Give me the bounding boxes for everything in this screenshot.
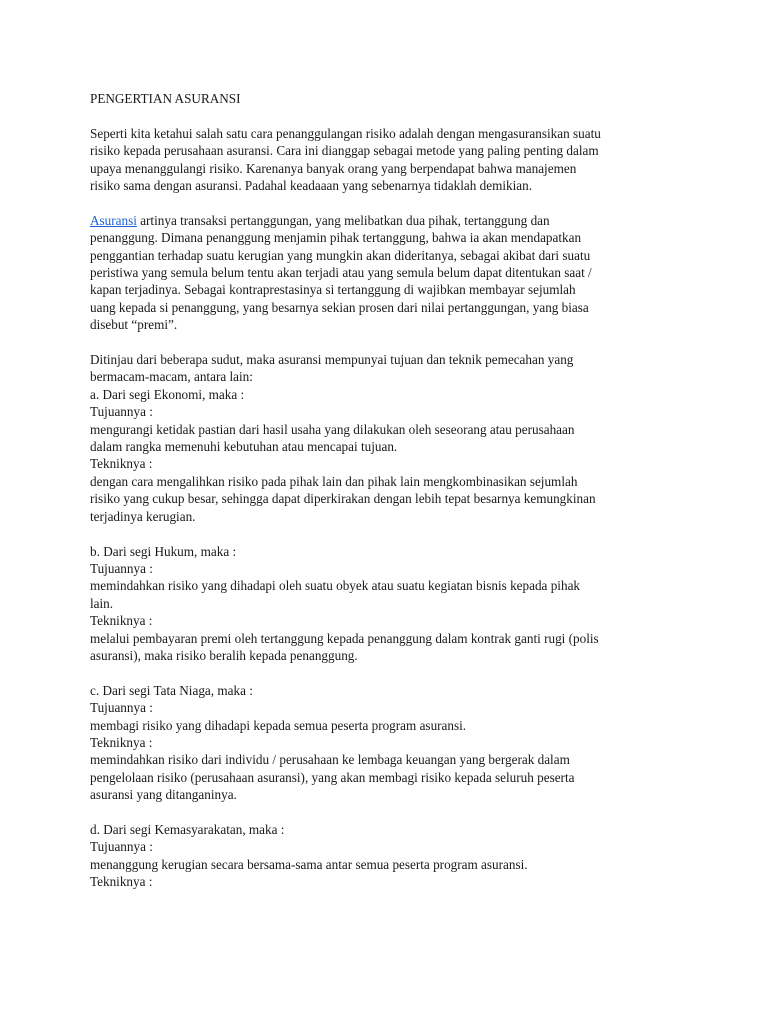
text-line: memindahkan risiko yang dihadapi oleh suatu obyek atau suatu kegiatan bisnis kepada pihak	[90, 578, 581, 594]
section-heading: a. Dari segi Ekonomi, maka :	[90, 386, 245, 402]
text-line: membagi risiko yang dihadapi kepada semua peserta program asuransi.	[90, 717, 467, 733]
tujuan-label: Tujuannya :	[90, 560, 153, 576]
asuransi-link[interactable]: Asuransi	[90, 212, 137, 228]
text-line: disebut “premi”.	[90, 317, 178, 333]
text-line: memindahkan risiko dari individu / perusahaan ke lembaga keuangan yang bergerak dalam	[90, 752, 570, 768]
spacer	[90, 525, 680, 542]
text-line: terjadinya kerugian.	[90, 508, 196, 524]
text-line: risiko sama dengan asuransi. Padahal keadaaan yang sebenarnya tidaklah demikian.	[90, 178, 532, 194]
section-hukum	[90, 543, 680, 665]
teknik-label: Tekniknya :	[90, 874, 153, 890]
teknik-label: Tekniknya :	[90, 613, 153, 629]
text-line: menanggung kerugian secara bersama-sama antar semua peserta program asuransi.	[90, 856, 528, 872]
text-fragment: artinya transaksi pertanggungan, yang melibatkan dua pihak, tertanggung dan	[136, 212, 550, 228]
teknik-label: Tekniknya :	[90, 734, 153, 750]
text-line: Ditinjau dari beberapa sudut, maka asuransi mempunyai tujuan dan teknik pemecahan yang	[90, 352, 574, 368]
intro-paragraph	[90, 125, 680, 195]
text-line: risiko kepada perusahaan asuransi. Cara ini dianggap sebagai metode yang paling penting dalam	[90, 143, 599, 159]
text-line: lain.	[90, 595, 114, 611]
text-line: dengan cara mengalihkan risiko pada pihak lain dan pihak lain mengkombinasikan sejumlah	[90, 473, 578, 489]
tujuan-label: Tujuannya :	[90, 700, 153, 716]
definition-paragraph	[90, 212, 680, 334]
section-ekonomi	[90, 386, 680, 525]
text-line: pengelolaan risiko (perusahaan asuransi), yang akan membagi risiko kepada seluruh peserta	[90, 769, 575, 785]
document-title: PENGERTIAN ASURANSI	[90, 91, 241, 106]
text-line	[90, 212, 680, 229]
text-line: asuransi yang ditanganinya.	[90, 787, 237, 803]
spacer	[90, 804, 680, 821]
section-heading: d. Dari segi Kemasyarakatan, maka :	[90, 821, 285, 837]
teknik-label: Tekniknya :	[90, 456, 153, 472]
text-line: Seperti kita ketahui salah satu cara penanggulangan risiko adalah dengan mengasuransikan suatu	[90, 125, 601, 141]
text-line: penanggung. Dimana penanggung menjamin pihak tertanggung, bahwa ia akan mendapatkan	[90, 230, 582, 246]
spacer	[90, 194, 680, 211]
text-line: uang kepada si penanggung, yang besarnya sekian prosen dari nilai pertanggungan, yang biasa	[90, 299, 589, 315]
section-heading: c. Dari segi Tata Niaga, maka :	[90, 682, 253, 698]
text-line: dalam rangka memenuhi kebutuhan atau mencapai tujuan.	[90, 439, 398, 455]
text-line: mengurangi ketidak pastian dari hasil usaha yang dilakukan oleh seseorang atau perusahaan	[90, 421, 575, 437]
spacer	[90, 334, 680, 351]
spacer	[90, 664, 680, 681]
text-line: peristiwa yang semula belum tentu akan terjadi atau yang semula belum dapat ditentukan saat /	[90, 265, 592, 281]
document-page	[90, 90, 680, 891]
text-line: asuransi), maka risiko beralih kepada penanggung.	[90, 647, 358, 663]
section-heading: b. Dari segi Hukum, maka :	[90, 543, 237, 559]
section-kemasyarakatan	[90, 821, 680, 891]
text-line: kapan terjadinya. Sebagai kontraprestasinya si tertanggung di wajibkan membayar sejumlah	[90, 282, 576, 298]
text-line: penggantian terhadap suatu kerugian yang mungkin akan dideritanya, sebagai akibat dari suatu	[90, 247, 591, 263]
text-line: risiko yang cukup besar, sehingga dapat diperkirakan dengan lebih tepat besarnya kemungkinan	[90, 491, 596, 507]
section-tata-niaga	[90, 682, 680, 804]
text-line: upaya menanggulangi risiko. Karenanya banyak orang yang berpendapat bahwa manajemen	[90, 160, 577, 176]
text-line: bermacam-macam, antara lain:	[90, 369, 253, 385]
tujuan-label: Tujuannya :	[90, 404, 153, 420]
overview-paragraph	[90, 351, 680, 386]
text-line: melalui pembayaran premi oleh tertanggung kepada penanggung dalam kontrak ganti rugi (polis	[90, 630, 599, 646]
spacer	[90, 107, 680, 124]
tujuan-label: Tujuannya :	[90, 839, 153, 855]
